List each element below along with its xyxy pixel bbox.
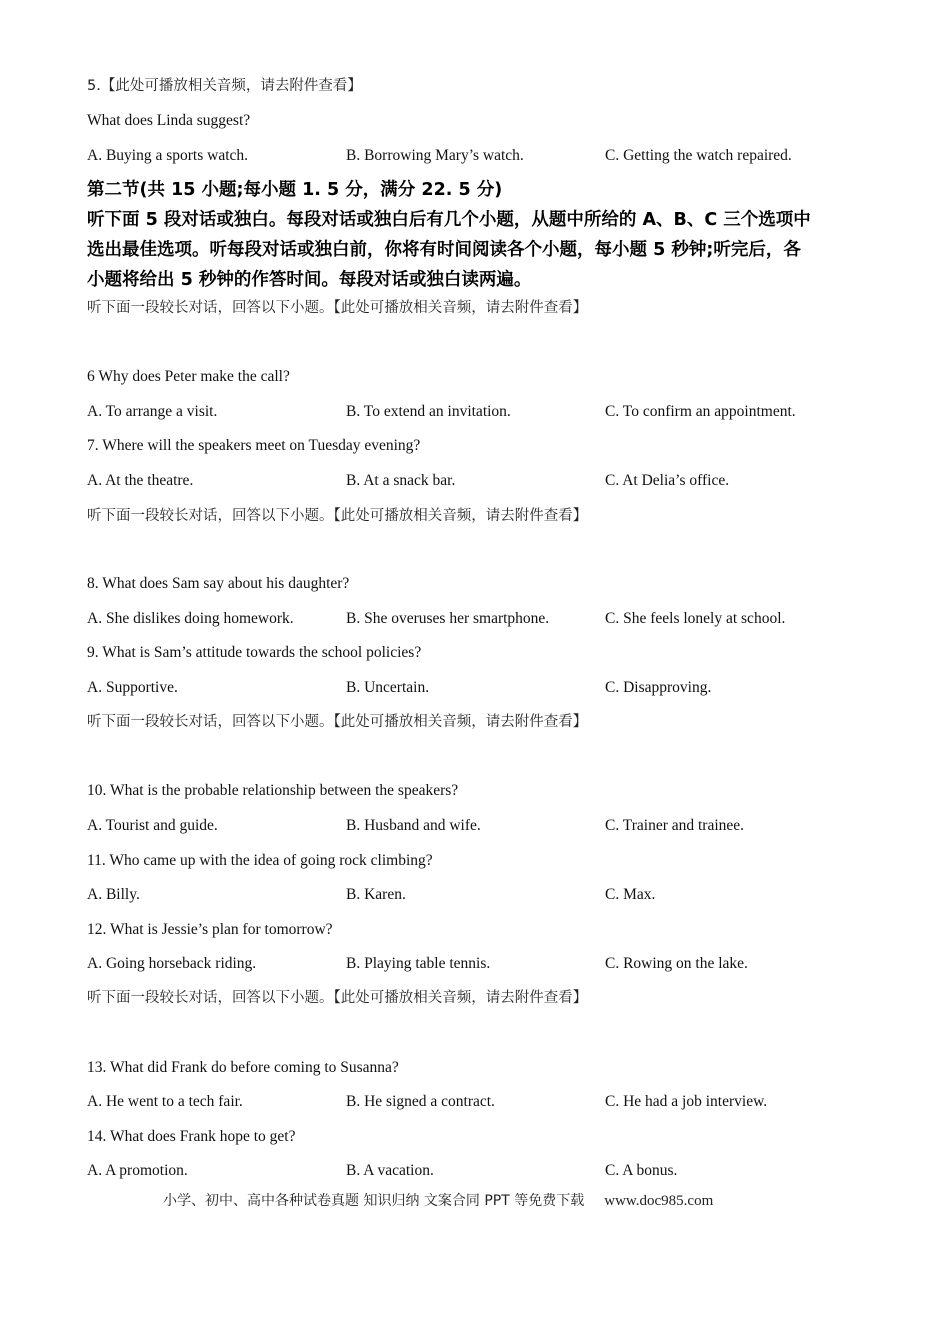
option-b: B. Playing table tennis. (346, 955, 491, 972)
option-c: C. Rowing on the lake. (605, 955, 748, 972)
section-instruction-3: 小题将给出 5 秒钟的作答时间。每段对话或独白读两遍。 (87, 270, 532, 290)
option-b: B. At a snack bar. (346, 472, 456, 489)
question-13: 13. What did Frank do before coming to Susanna? (87, 1059, 399, 1076)
option-b: B. Husband and wife. (346, 817, 481, 834)
question-11-options (0, 885, 900, 905)
section-instruction-2: 选出最佳选项。听每段对话或独白前，你将有时间阅读各个小题，每小题 5 秒钟;听完后，各 (87, 240, 801, 260)
option-a: A. She dislikes doing homework. (87, 610, 294, 627)
q5-question: What does Linda suggest? (87, 112, 251, 129)
q5-option-a: A. Buying a sports watch. (87, 147, 249, 164)
option-c: C. He had a job interview. (605, 1093, 768, 1110)
option-a: A. Supportive. (87, 679, 178, 696)
option-c: C. Trainer and trainee. (605, 817, 745, 834)
question-14: 14. What does Frank hope to get? (87, 1128, 296, 1145)
option-a: A. A promotion. (87, 1162, 188, 1179)
section-title: 第二节(共 15 小题;每小题 1. 5 分，满分 22. 5 分) (87, 180, 503, 200)
option-a: A. He went to a tech fair. (87, 1093, 243, 1110)
page-footer (163, 1191, 713, 1211)
listen-prompt: 听下面一段较长对话，回答以下小题。【此处可播放相关音频，请去附件查看】 (87, 990, 588, 1006)
question-6: 6 Why does Peter make the call? (87, 368, 290, 385)
option-c: C. At Delia’s office. (605, 472, 730, 489)
option-a: A. Tourist and guide. (87, 817, 218, 834)
option-b: B. Uncertain. (346, 679, 430, 696)
question-10-options (0, 816, 900, 836)
question-11: 11. Who came up with the idea of going rock climbing? (87, 852, 433, 869)
option-a: A. Going horseback riding. (87, 955, 257, 972)
question-12-options (0, 954, 900, 974)
question-7-options (0, 471, 900, 491)
option-a: A. To arrange a visit. (87, 403, 218, 420)
listen-prompt: 听下面一段较长对话，回答以下小题。【此处可播放相关音频，请去附件查看】 (87, 300, 588, 316)
option-a: A. At the theatre. (87, 472, 194, 489)
question-12: 12. What is Jessie’s plan for tomorrow? (87, 921, 333, 938)
q5-option-b: B. Borrowing Mary’s watch. (346, 147, 524, 164)
q5-options (0, 146, 900, 166)
footer-text: 小学、初中、高中各种试卷真题 知识归纳 文案合同 PPT 等免费下载 (163, 1193, 585, 1209)
question-10: 10. What is the probable relationship between the speakers? (87, 782, 459, 799)
question-7: 7. Where will the speakers meet on Tuesday evening? (87, 437, 421, 454)
question-8: 8. What does Sam say about his daughter? (87, 575, 350, 592)
option-b: B. She overuses her smartphone. (346, 610, 550, 627)
option-b: B. He signed a contract. (346, 1093, 495, 1110)
listen-prompt: 听下面一段较长对话，回答以下小题。【此处可播放相关音频，请去附件查看】 (87, 508, 588, 524)
listen-prompt: 听下面一段较长对话，回答以下小题。【此处可播放相关音频，请去附件查看】 (87, 714, 588, 730)
option-b: B. To extend an invitation. (346, 403, 511, 420)
question-13-options (0, 1092, 900, 1112)
option-b: B. A vacation. (346, 1162, 434, 1179)
section-instruction-1: 听下面 5 段对话或独白。每段对话或独白后有几个小题，从题中所给的 A、B、C 三个选项中 (87, 210, 811, 230)
question-9: 9. What is Sam’s attitude towards the school policies? (87, 644, 422, 661)
option-c: C. A bonus. (605, 1162, 678, 1179)
option-b: B. Karen. (346, 886, 406, 903)
question-6-options (0, 402, 900, 422)
option-c: C. Disapproving. (605, 679, 712, 696)
q5-option-c: C. Getting the watch repaired. (605, 147, 792, 164)
option-c: C. To confirm an appointment. (605, 403, 796, 420)
question-14-options (0, 1161, 900, 1181)
q5-header: 5.【此处可播放相关音频，请去附件查看】 (87, 78, 362, 94)
option-c: C. Max. (605, 886, 656, 903)
footer-url[interactable]: www.doc985.com (604, 1193, 714, 1209)
option-c: C. She feels lonely at school. (605, 610, 786, 627)
option-a: A. Billy. (87, 886, 140, 903)
question-9-options (0, 678, 900, 698)
question-8-options (0, 609, 900, 629)
